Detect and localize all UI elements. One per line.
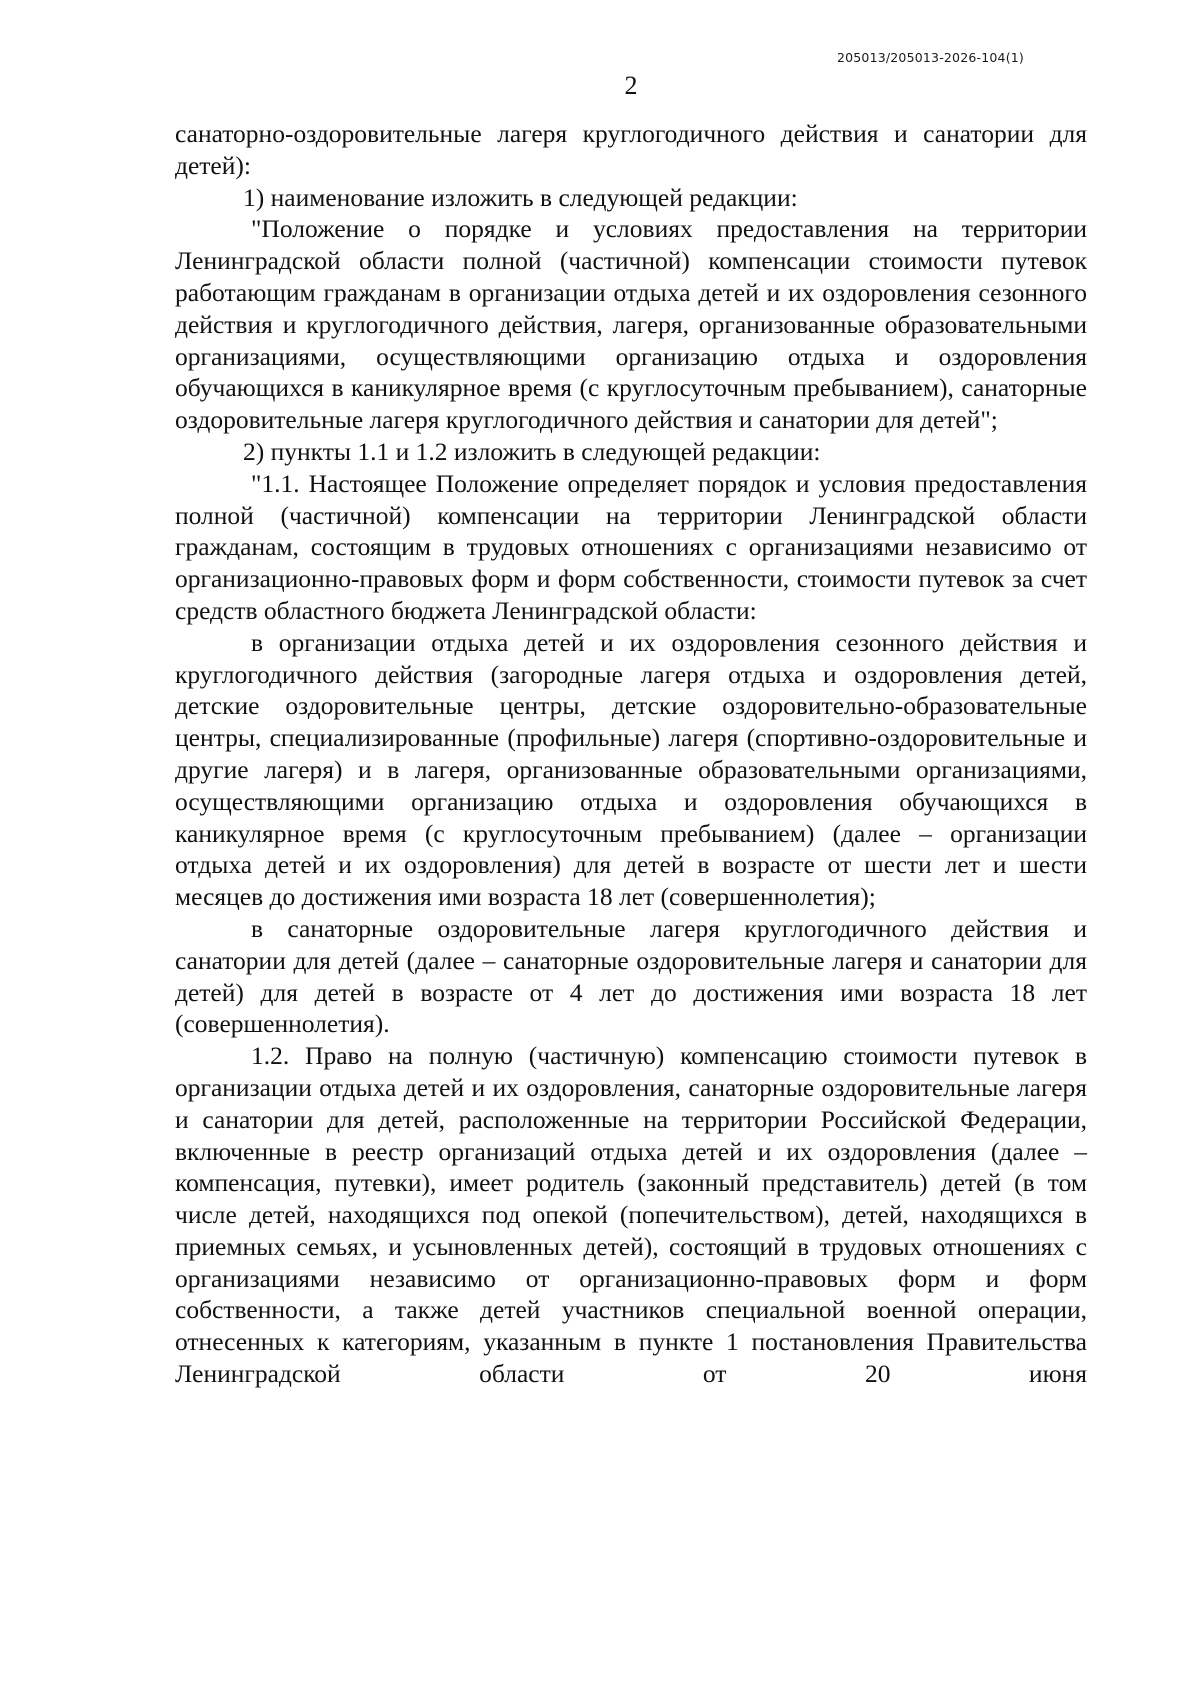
paragraph-clause-1-1: "1.1. Настоящее Положение определяет порядок и условия предоставления полной (частичной) компенсации на территории Ленинградской области гражданам, состоящим в трудовых отношениях с организациями независимо от организационно-правовых форм и форм собственности, стоимости путевок за счет средств областного бюджета Ленинградской области:: [175, 468, 1087, 625]
document-body: [175, 118, 1087, 1390]
paragraph-continuation: санаторно-оздоровительные лагеря круглогодичного действия и санатории для детей):: [175, 119, 1087, 180]
paragraph-clause-1-1-b: в санаторные оздоровительные лагеря круглогодичного действия и санатории для детей (далее – санаторные оздоровительные лагеря и санатории для детей) для детей в возрасте от 4 лет до достижения ими возраста 18 лет (совершеннолетия).: [175, 913, 1087, 1039]
document-id: 205013/205013-2026-104(1): [836, 50, 1024, 65]
paragraph-title-quote: "Положение о порядке и условиях предоставления на территории Ленинградской области полной (частичной) компенсации стоимости путевок работающим гражданам в организации отдыха детей и их оздоровления сезонного действия и круглогодичного действия, лагеря, организованные образовательными организациями, осуществляющими организацию отдыха и оздоровления обучающихся в каникулярное время (с круглосуточным пребыванием), санаторные оздоровительные лагеря круглогодичного действия и санатории для детей";: [175, 214, 1087, 435]
paragraph-item-2: 2) пункты 1.1 и 1.2 изложить в следующей редакции:: [243, 436, 821, 466]
paragraph-clause-1-2: 1.2. Право на полную (частичную) компенсацию стоимости путевок в организации отдыха детей и их оздоровления, санаторные оздоровительные лагеря и санатории для детей, расположенные на территории Российской Федерации, включенные в реестр организаций отдыха детей и их оздоровления (далее – компенсация, путевки), имеет родитель (законный представитель) детей (в том числе детей, находящихся под опекой (попечительством), детей, находящихся в приемных семьях, и усыновленных детей), состоящий в трудовых отношениях с организациями независимо от организационно-правовых форм и форм собственности, а также детей участников специальной военной операции, отнесенных к категориям, указанным в пункте 1 постановления Правительства Ленинградской области от 20 июня: [175, 1041, 1087, 1389]
paragraph-clause-1-1-a: в организации отдыха детей и их оздоровления сезонного действия и круглогодичного действия (загородные лагеря отдыха и оздоровления детей, детские оздоровительные центры, детские оздоровительно-образовательные центры, специализированные (профильные) лагеря (спортивно-оздоровительные и другие лагеря) и в лагеря, организованные образовательными организациями, осуществляющими организацию отдыха и оздоровления обучающихся в каникулярное время (с круглосуточным пребыванием) (далее – организации отдыха детей и их оздоровления) для детей в возрасте от шести лет и шести месяцев до достижения ими возраста 18 лет (совершеннолетия);: [175, 627, 1087, 912]
page-number: 2: [624, 71, 638, 100]
paragraph-item-1: 1) наименование изложить в следующей редакции:: [243, 182, 798, 212]
